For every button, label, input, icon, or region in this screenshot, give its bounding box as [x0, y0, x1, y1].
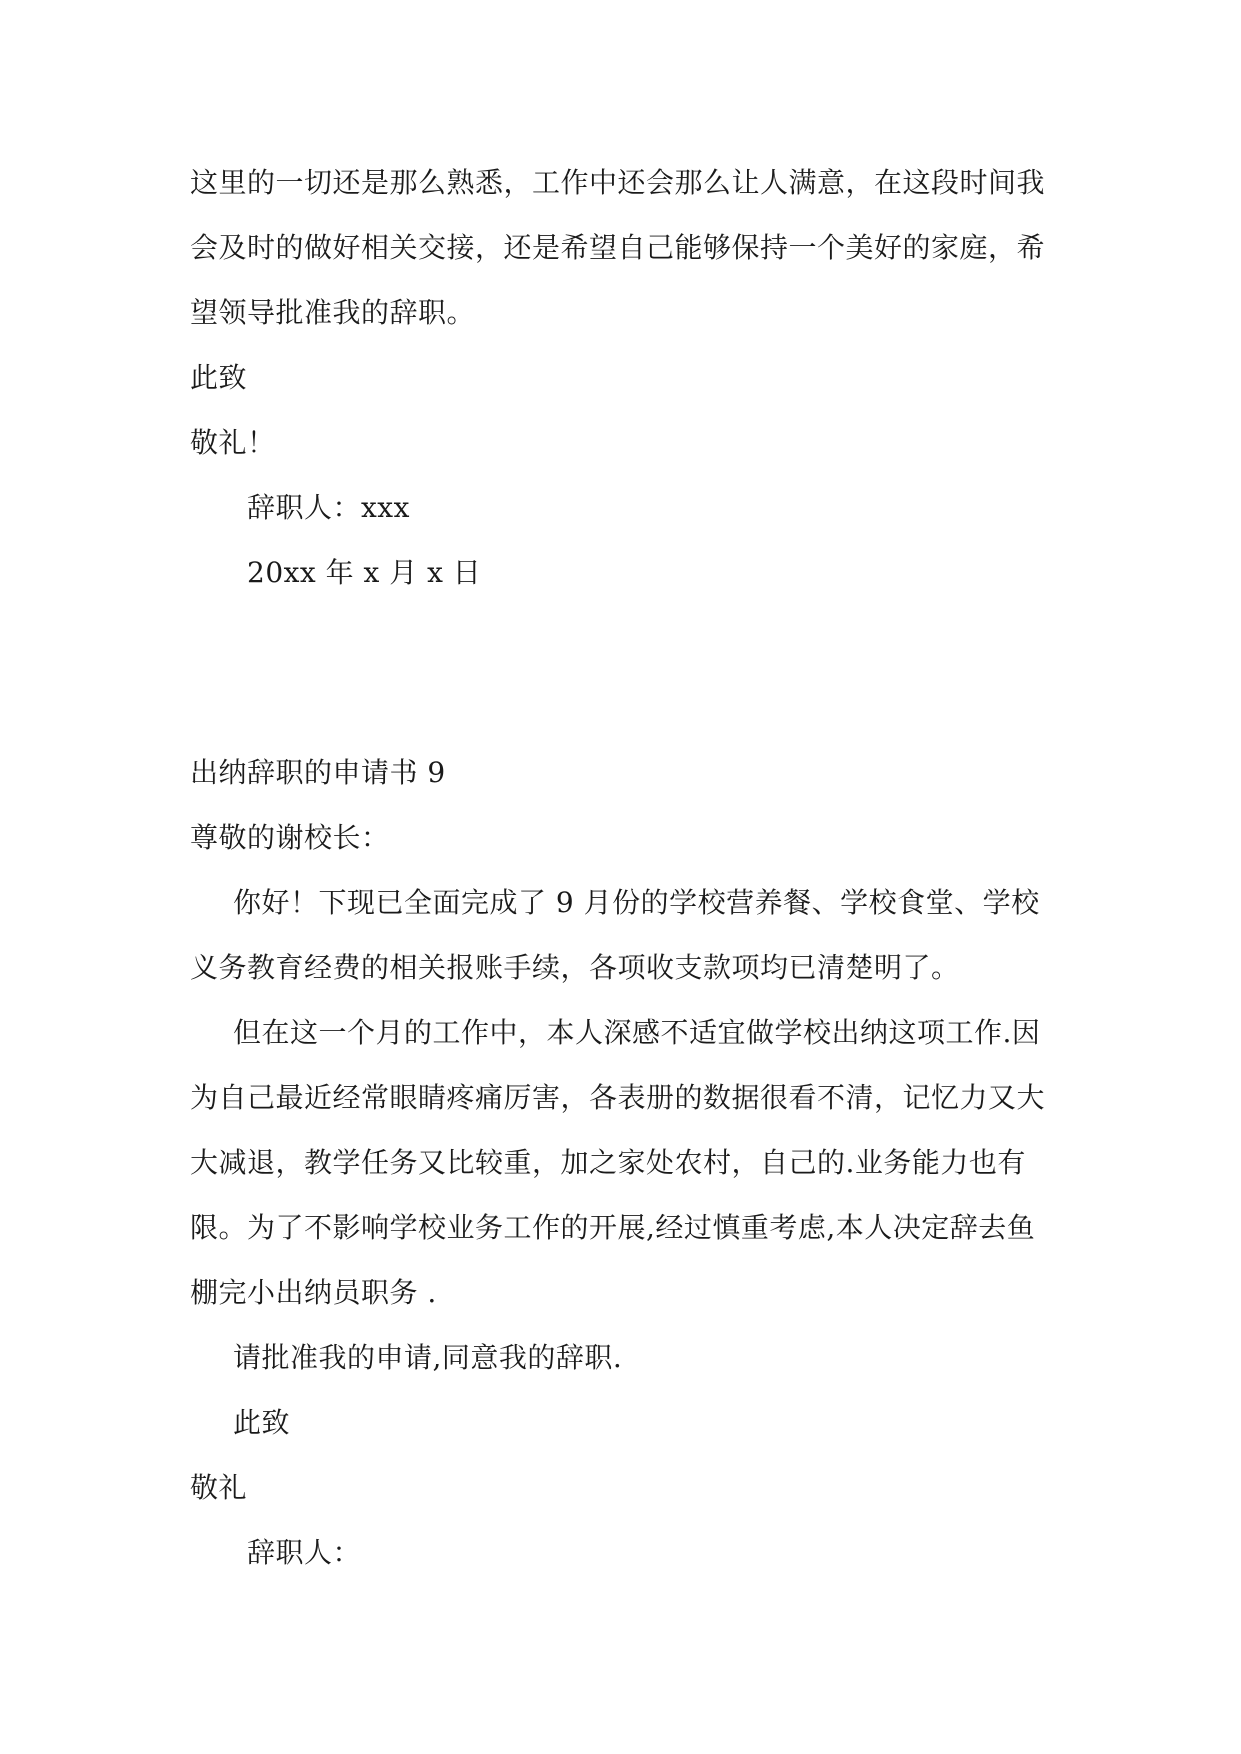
closing-line: 此致 [190, 361, 248, 394]
closing-line: 此致 [233, 1406, 291, 1439]
closing-line: 敬礼 [190, 1471, 248, 1504]
paragraph-line: 义务教育经费的相关报账手续，各项收支款项均已清楚明了。 [190, 951, 960, 984]
request-line: 请批准我的申请,同意我的辞职. [233, 1341, 623, 1374]
paragraph-line: 望领导批准我的辞职。 [190, 296, 476, 329]
signer-line: 辞职人：xxx [247, 491, 410, 524]
paragraph-line: 为自己最近经常眼睛疼痛厉害，各表册的数据很看不清，记忆力又大 [190, 1081, 1046, 1114]
paragraph-line: 你好！下现已全面完成了 9 月份的学校营养餐、学校食堂、学校 [233, 886, 1040, 919]
paragraph-line: 这里的一切还是那么熟悉，工作中还会那么让人满意，在这段时间我 [190, 166, 1046, 199]
date-line: 20xx 年 x 月 x 日 [247, 556, 482, 589]
signer-line: 辞职人： [247, 1536, 362, 1569]
section-title: 出纳辞职的申请书 9 [190, 756, 446, 789]
paragraph-line: 棚完小出纳员职务 . [190, 1276, 437, 1309]
salutation: 尊敬的谢校长： [190, 821, 390, 854]
closing-line: 敬礼！ [190, 426, 276, 459]
paragraph-line: 大减退，教学任务又比较重，加之家处农村，自己的.业务能力也有 [190, 1146, 1026, 1179]
paragraph-line: 限。为了不影响学校业务工作的开展,经过慎重考虑,本人决定辞去鱼 [190, 1211, 1036, 1244]
paragraph-line: 会及时的做好相关交接，还是希望自己能够保持一个美好的家庭，希 [190, 231, 1046, 264]
paragraph-line: 但在这一个月的工作中，本人深感不适宜做学校出纳这项工作.因 [233, 1016, 1041, 1049]
